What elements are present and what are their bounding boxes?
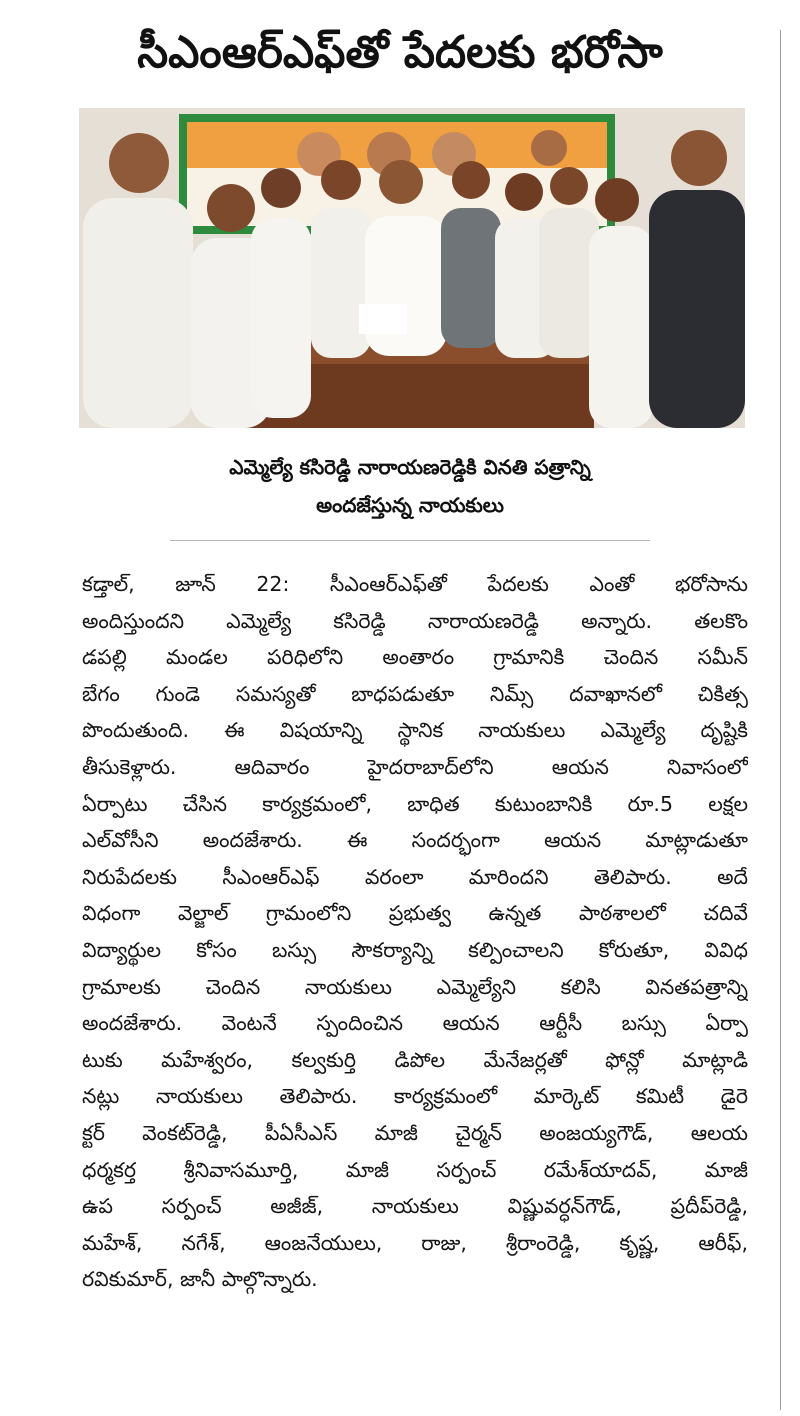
headline: సీఎంఆర్ఎఫ్‌తో పేదలకు భరోసా	[137, 27, 663, 78]
article-line: రవికుమార్, జానీ పాల్గొన్నారు.	[82, 1267, 318, 1292]
caption-line: అందజేస్తున్న నాయకులు	[316, 493, 504, 517]
column-rule	[780, 30, 781, 1410]
article-line: ఉప సర్పంచ్ అజీజ్, నాయకులు విష్ణువర్ధన్‌గౌడ్, ప్రదీప్‌రెడ్డి,	[82, 1194, 748, 1219]
article-line: డపల్లి మండల పరిధిలోని అంతారం గ్రామానికి చెందిన సమీన్	[82, 645, 748, 670]
article-line: తీసుకెళ్లారు. ఆదివారం హైదరాబాద్‌లోని ఆయన నివాసంలో	[82, 754, 748, 779]
photo-caption	[90, 448, 730, 524]
article-line: నిరుపేదలకు సీఎంఆర్ఎఫ్ వరంలా మారిందని తెలిపారు. అదే	[82, 864, 748, 889]
group-photo-icon	[79, 108, 745, 428]
article-line: నట్లు నాయకులు తెలిపారు. కార్యక్రమంలో మార్కెట్ కమిటీ డైరె	[82, 1084, 748, 1109]
article-line: బేగం గుండె సమస్యతో బాధపడుతూ నిమ్స్ దవాఖానలో చికిత్స	[82, 681, 748, 706]
caption-divider	[170, 540, 650, 541]
article-line: మహేశ్, నగేశ్, ఆంజనేయులు, రాజు, శ్రీరాంరెడ్డి, కృష్ణ, ఆరీఫ్,	[82, 1230, 748, 1255]
article-line: ఏర్పాటు చేసిన కార్యక్రమంలో, బాధిత కుటుంబానికి రూ.5 లక్షల	[82, 791, 748, 816]
article-line: పొందుతుంది. ఈ విషయాన్ని స్థానిక నాయకులు ఎమ్మెల్యే దృష్టికి	[82, 718, 748, 743]
article-line: కడ్తాల్, జూన్ 22: సీఎంఆర్ఎఫ్‌తో పేదలకు ఎంతో భరోసాను	[82, 572, 748, 596]
article-body	[82, 566, 748, 1298]
article-line: విద్యార్థుల కోసం బస్సు సౌకర్యాన్ని కల్పించాలని కోరుతూ, వివిధ	[82, 937, 748, 962]
article-line: ఎల్‌వోసీని అందజేశారు. ఈ సందర్భంగా ఆయన మాట్లాడుతూ	[82, 828, 748, 853]
article-line: ధర్మకర్త శ్రీనివాసమూర్తి, మాజీ సర్పంచ్ రమేశ్‌యాదవ్, మాజీ	[82, 1157, 748, 1182]
article-line: క్టర్ వెంకట్‌రెడ్డి, పీఏసీఎస్ మాజీ చైర్మన్ అంజయ్యగౌడ్, ఆలయ	[82, 1120, 748, 1145]
news-photo	[79, 108, 745, 428]
article-line: గ్రామాలకు చెందిన నాయకులు ఎమ్మెల్యేని కలిసి వినతపత్రాన్ని	[82, 974, 748, 999]
article-line: విధంగా వెల్జాల్ గ్రామంలోని ప్రభుత్వ ఉన్నత పాఠశాలలో చదివే	[82, 901, 748, 926]
article-line: అందజేశారు. వెంటనే స్పందించిన ఆయన ఆర్టీసీ బస్సు ఏర్పా	[82, 1011, 748, 1036]
caption-line: ఎమ్మెల్యే కసిరెడ్డి నారాయణరెడ్డికి వినతి పత్రాన్ని	[229, 455, 591, 479]
article-line: టుకు మహేశ్వరం, కల్వకుర్తి డిపోల మేనేజర్లతో ఫోన్లో మాట్లాడి	[82, 1047, 748, 1072]
article-line: అందిస్తుందని ఎమ్మెల్యే కసిరెడ్డి నారాయణరెడ్డి అన్నారు. తలకొం	[82, 608, 748, 633]
